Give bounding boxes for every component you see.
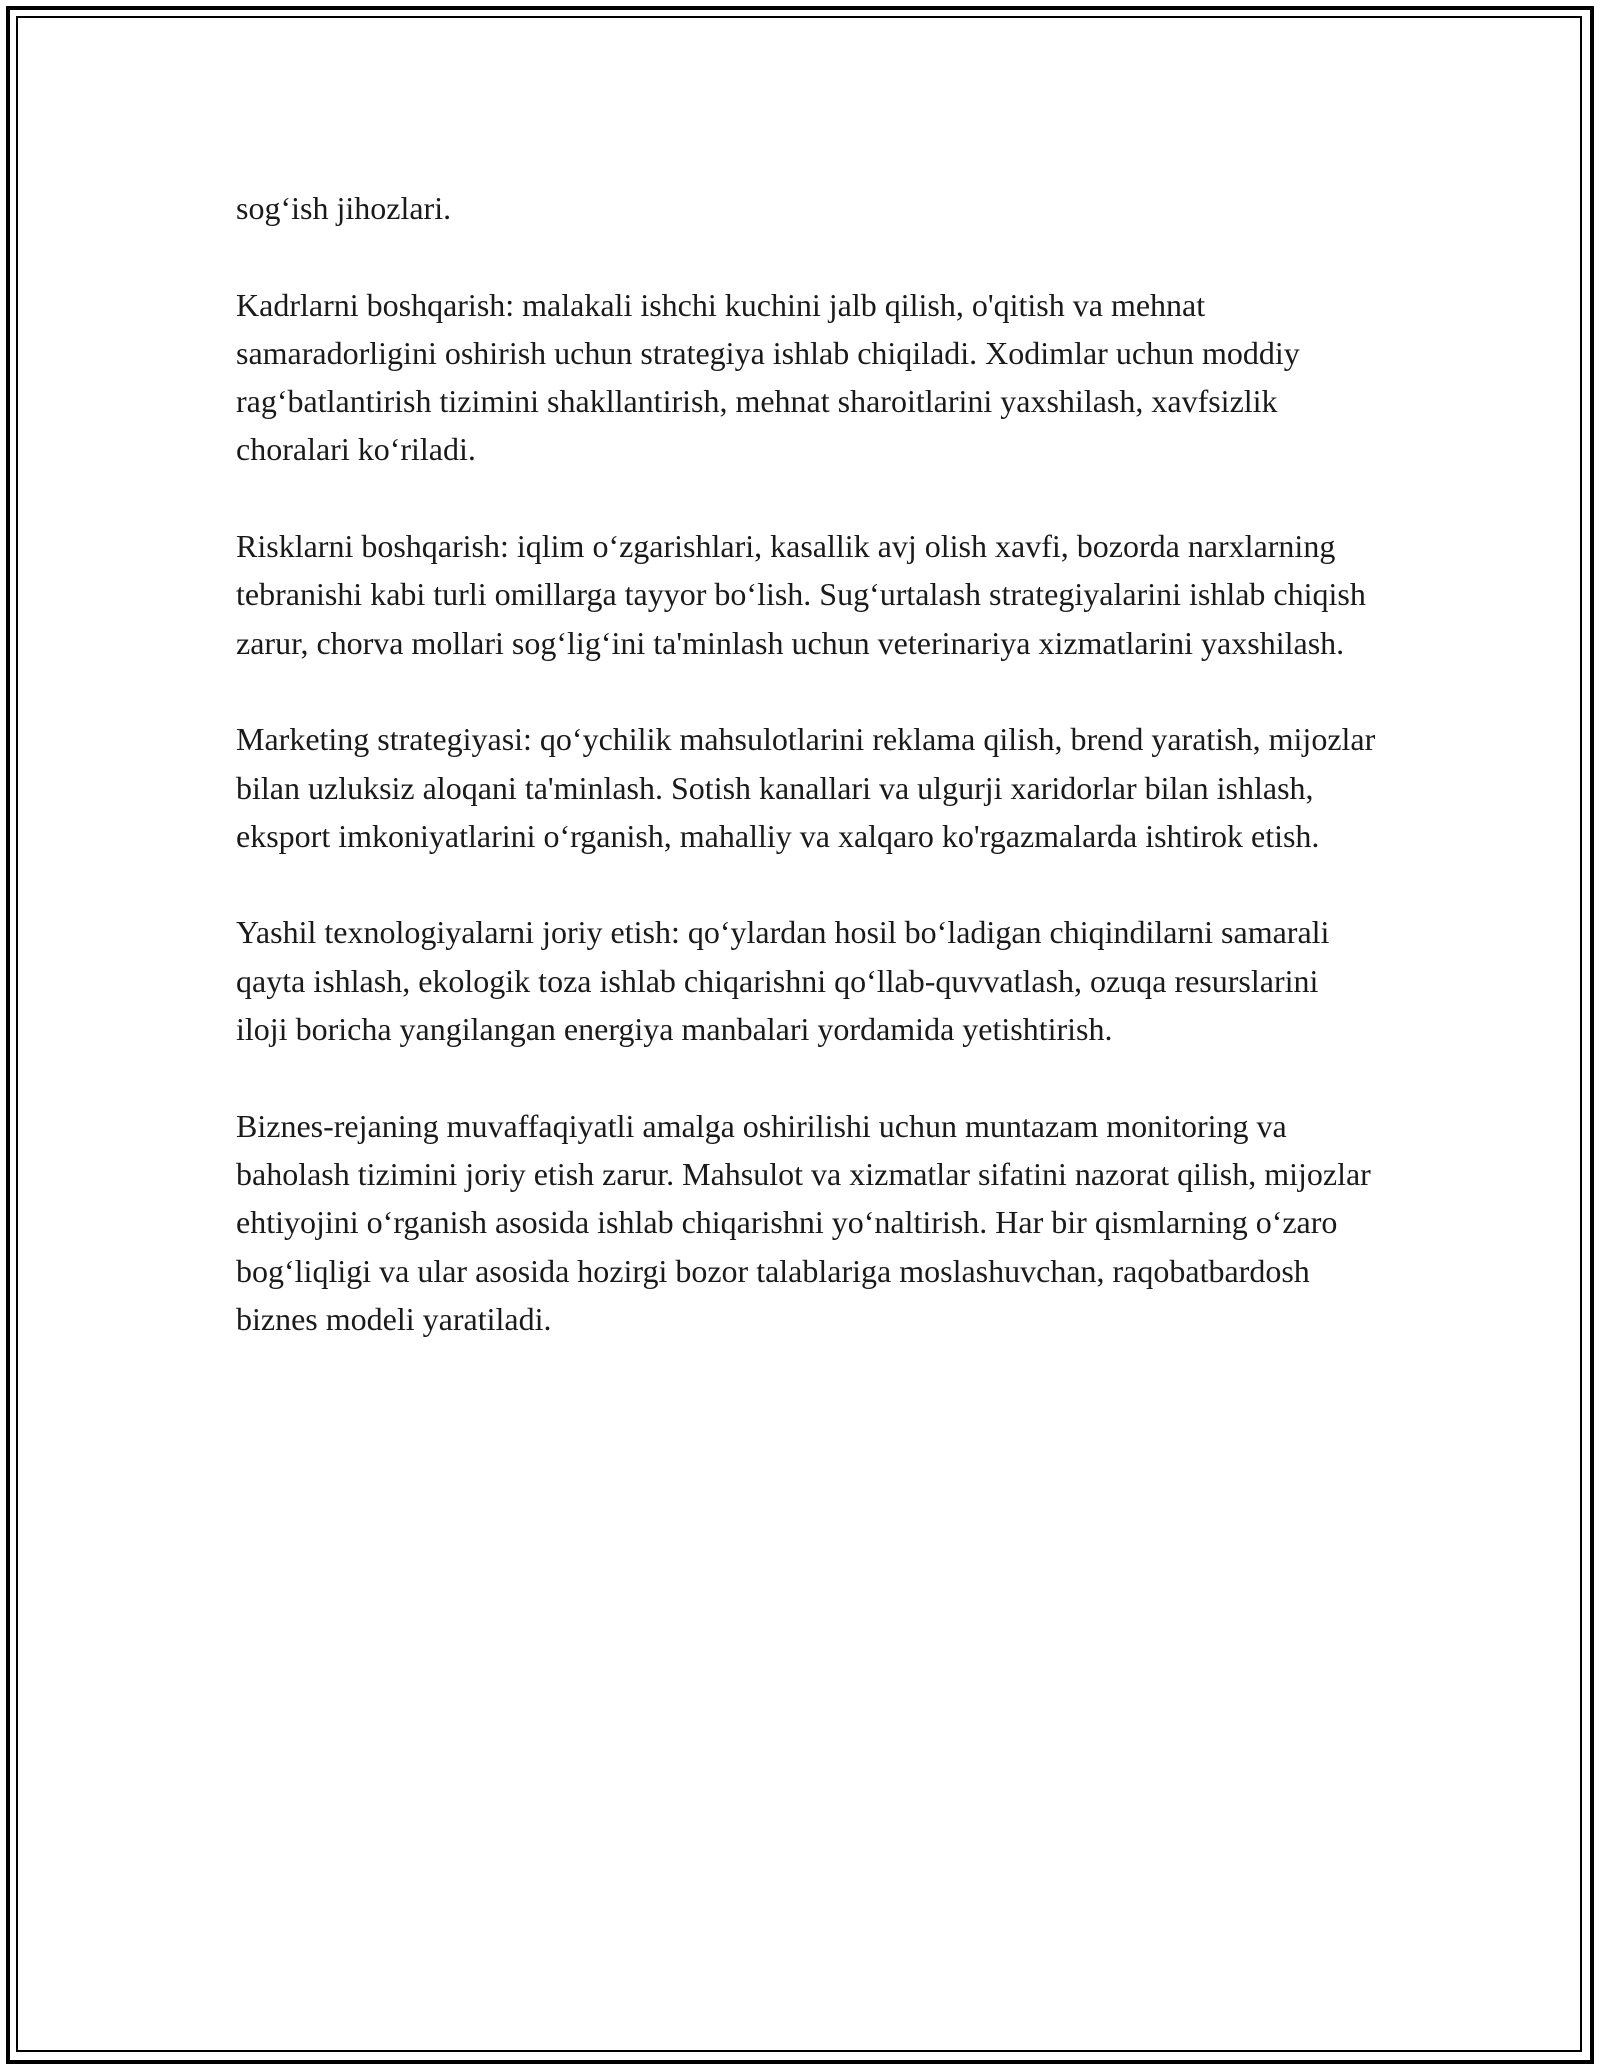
document-body xyxy=(236,184,1376,1391)
paragraph-continuation: sog‘ish jihozlari. xyxy=(236,190,452,226)
paragraph-risk-management: Risklarni boshqarish: iqlim o‘zgarishlari, kasallik avj olish xavfi, bozorda narxlarning tebranishi kabi turli omillarga tayyor bo‘lish. Sug‘urtalash strategiyalarini ishlab chiqish zarur, chorva mollari sog‘lig‘ini ta'minlash uchun veterinariya xizmatlarini yaxshilash. xyxy=(236,528,1366,661)
paragraph-monitoring: Biznes-rejaning muvaffaqiyatli amalga oshirilishi uchun muntazam monitoring va baholash tizimini joriy etish zarur. Mahsulot va xizmatlar sifatini nazorat qilish, mijozlar ehtiyojini o‘rganish asosida ishlab chiqarishni yo‘naltirish. Har bir qismlarning o‘zaro bog‘liqligi va ular asosida hozirgi bozor talablariga moslashuvchan, raqobatbardosh biznes modeli yaratiladi. xyxy=(236,1107,1371,1337)
paragraph-green-technologies: Yashil texnologiyalarni joriy etish: qo‘ylardan hosil bo‘ladigan chiqindilarni samarali qayta ishlash, ekologik toza ishlab chiqarishni qo‘llab-quvvatlash, ozuqa resurslarini iloji boricha yangilangan energiya manbalari yordamida yetishtirish. xyxy=(236,914,1330,1048)
paragraph-personnel-management: Kadrlarni boshqarish: malakali ishchi kuchini jalb qilish, o'qitish va mehnat samaradorligini oshirish uchun strategiya ishlab chiqiladi. Xodimlar uchun moddiy rag‘batlantirish tizimini shakllantirish, mehnat sharoitlarini yaxshilash, xavfsizlik choralari ko‘riladi. xyxy=(236,286,1300,468)
paragraph-marketing-strategy: Marketing strategiyasi: qo‘ychilik mahsulotlarini reklama qilish, brend yaratish, mijozlar bilan uzluksiz aloqani ta'minlash. Sotish kanallari va ulgurji xaridorlar bilan ishlash, eksport imkoniyatlarini o‘rganish, mahalliy va xalqaro ko'rgazmalarda ishtirok etish. xyxy=(236,721,1376,854)
